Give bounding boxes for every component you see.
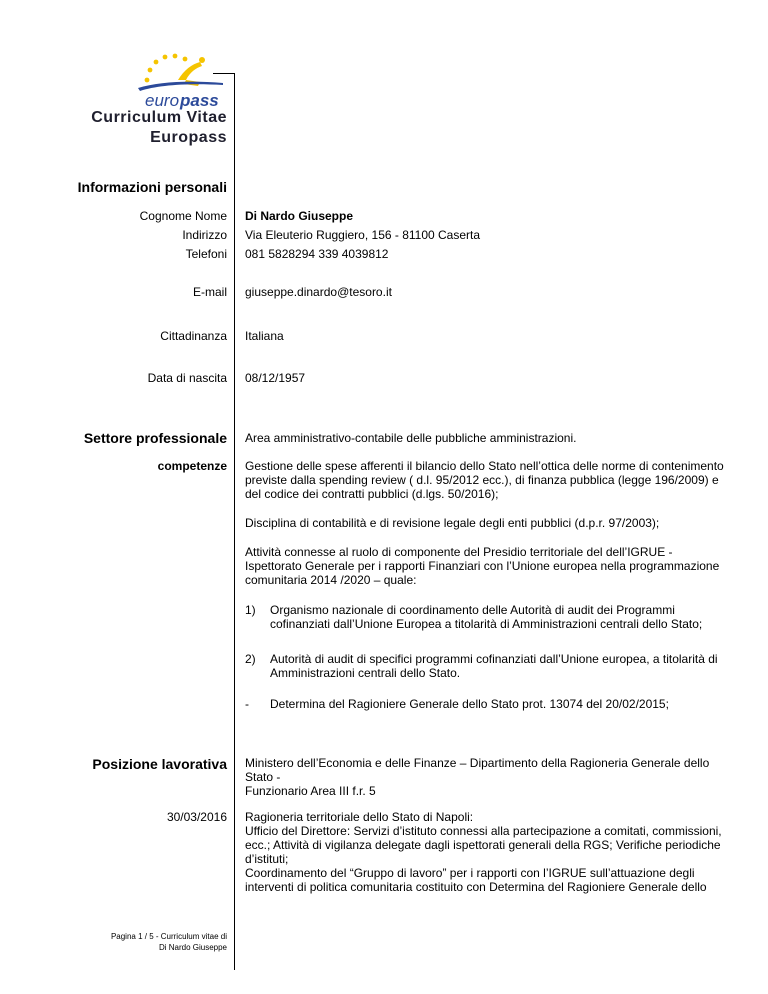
address-label: Indirizzo bbox=[182, 228, 227, 242]
position-date: 30/03/2016 bbox=[166, 810, 227, 824]
position-desc-1: Ragioneria territoriale dello Stato di Napoli: bbox=[245, 810, 474, 824]
list-marker: 2) bbox=[245, 652, 256, 666]
page-footer bbox=[111, 931, 227, 953]
sector-value: Area amministrativo-contabile delle pubbliche amministrazioni. bbox=[245, 431, 577, 445]
phone-label: Telefoni bbox=[185, 247, 227, 261]
name-value: Di Nardo Giuseppe bbox=[245, 209, 354, 223]
cv-title-line1: Curriculum Vitae bbox=[91, 109, 227, 126]
citizenship-label: Cittadinanza bbox=[160, 329, 227, 343]
section-sector: Settore professionale bbox=[83, 430, 227, 446]
europass-logo bbox=[128, 50, 240, 110]
email-label: E-mail bbox=[192, 285, 227, 299]
cv-title-line2: Europass bbox=[150, 129, 227, 146]
footer-line1: Pagina 1 / 5 - Curriculum vitae di bbox=[110, 932, 227, 941]
list-item: Organismo nazionale di coordinamento delle Autorità di audit dei Programmi cofinanziati dall’Unione Europea a titolarità di Amministrazioni centrali dello Stato; bbox=[270, 603, 703, 631]
europass-logo-graphic bbox=[128, 50, 240, 110]
position-desc-3: Coordinamento del “Gruppo di lavoro” per i rapporti con l’IGRUE sull’attuazione degli interventi di politica comunitaria costituito con Determina del Ragioniere Generale dello bbox=[245, 866, 707, 894]
section-position: Posizione lavorativa bbox=[92, 756, 227, 772]
position-value bbox=[245, 756, 730, 798]
list-item: Autorità di audit di specifici programmi cofinanziati dall’Unione europea, a titolarità di Amministrazioni centrali dello Stato. bbox=[270, 652, 718, 680]
position-desc-2: Ufficio del Direttore: Servizi d’istituto connessi alla partecipazione a comitati, commissioni, ecc.; Attività di vigilanza delegate dagli ispettorati generali della RGS; Verifiche periodiche d’istituti; bbox=[245, 824, 722, 866]
skills-paragraph-2: Disciplina di contabilità e di revisione legale degli enti pubblici (d.p.r. 97/2003); bbox=[245, 516, 660, 530]
cv-title bbox=[91, 108, 227, 148]
logo-text-euro: euro bbox=[145, 91, 180, 110]
email-value: giuseppe.dinardo@tesoro.it bbox=[245, 285, 392, 299]
skills-label: competenze bbox=[157, 459, 227, 473]
birth-value: 08/12/1957 bbox=[245, 371, 306, 385]
skills-paragraph-3: Attività connesse al ruolo di componente del Presidio territoriale del dell’IGRUE - Ispettorato Generale per i rapporti Finanziari con l’Unione europea nella programmazione comunitaria 2014 /2020 – quale: bbox=[245, 545, 720, 587]
logo-text-pass: pass bbox=[180, 91, 219, 110]
name-label: Cognome Nome bbox=[139, 209, 227, 223]
address-value: Via Eleuterio Ruggiero, 156 - 81100 Caserta bbox=[245, 228, 481, 242]
list-marker: - bbox=[245, 697, 249, 711]
footer-line2: Di Nardo Giuseppe bbox=[158, 943, 227, 952]
birth-label: Data di nascita bbox=[147, 371, 227, 385]
logo-divider bbox=[213, 73, 235, 74]
section-personal-info: Informazioni personali bbox=[77, 179, 227, 195]
phone-value: 081 5828294 339 4039812 bbox=[245, 247, 389, 261]
skills-paragraph-1: Gestione delle spese afferenti il bilancio dello Stato nell’ottica delle norme di contenimento previste dalla spending review ( d.l. 95/2012 ecc.), di finanza pubblica (legge 196/2009) e del codice dei contratti pubblici (d.lgs. 50/2016); bbox=[245, 459, 724, 501]
list-marker: 1) bbox=[245, 603, 256, 617]
list-item: Determina del Ragioniere Generale dello Stato prot. 13074 del 20/02/2015; bbox=[270, 697, 669, 711]
position-employer: Ministero dell’Economia e delle Finanze – Dipartimento della Ragioneria Generale dello Stato - bbox=[245, 756, 710, 784]
position-description bbox=[245, 810, 730, 894]
column-divider bbox=[234, 73, 235, 970]
position-role: Funzionario Area III f.r. 5 bbox=[245, 784, 376, 798]
citizenship-value: Italiana bbox=[245, 329, 284, 343]
